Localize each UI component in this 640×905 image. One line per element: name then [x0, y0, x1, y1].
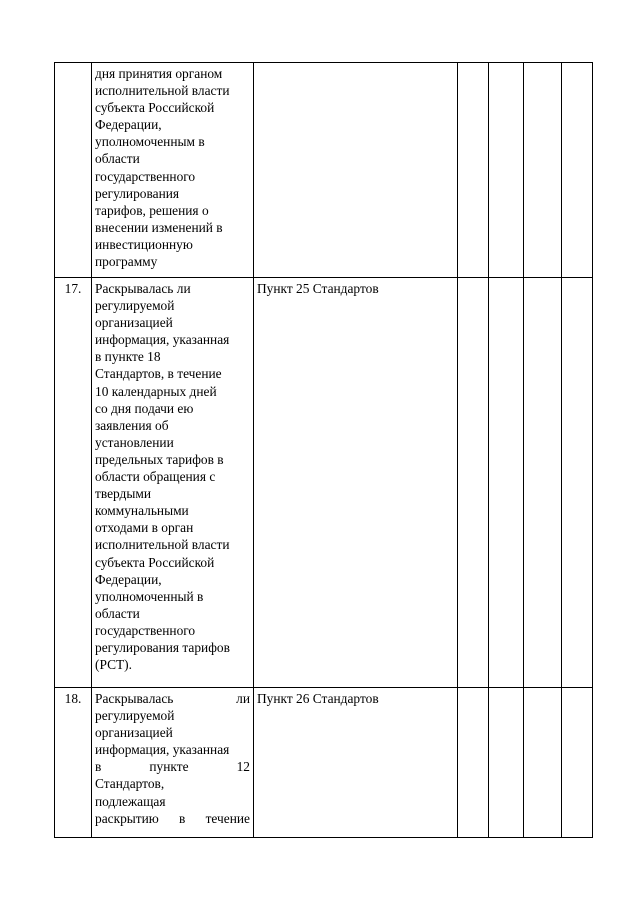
reference-cell: Пункт 25 Стандартов	[254, 278, 458, 688]
question-line: 10 календарных дней	[95, 383, 217, 399]
question-line: Стандартов, в течение	[95, 366, 222, 382]
reference-cell: Пункт 26 Стандартов	[254, 688, 458, 838]
question-line: заявления об	[95, 417, 169, 433]
question-line: области	[95, 151, 140, 167]
question-line: твердыми	[95, 486, 152, 502]
question-line: организацией	[95, 315, 173, 331]
question-line: уполномоченным в	[95, 134, 205, 150]
question-word: Раскрывалась	[95, 691, 174, 706]
question-word: течение	[205, 810, 250, 826]
table-row	[55, 278, 593, 688]
answer-no-cell	[489, 63, 524, 278]
reference-cell	[254, 63, 458, 278]
question-cell	[92, 278, 254, 688]
question-line: информация, указанная	[95, 332, 230, 348]
question-line: установлении	[95, 434, 174, 450]
question-line: внесении изменений в	[95, 219, 223, 235]
question-line: организацией	[95, 725, 173, 741]
row-number: 17.	[55, 278, 92, 688]
question-word: в	[179, 810, 186, 826]
question-line: (РСТ).	[95, 657, 132, 673]
question-line: отходами в орган	[95, 520, 194, 536]
question-line: государственного	[95, 622, 196, 638]
question-line: подлежащая	[95, 793, 166, 809]
question-cell	[92, 63, 254, 278]
question-line: регулируемой	[95, 298, 175, 314]
note-cell	[562, 63, 593, 278]
question-line: государственного	[95, 168, 196, 184]
question-line: дня принятия органом	[95, 66, 223, 81]
note-cell	[562, 688, 593, 838]
question-line: области обращения с	[95, 469, 216, 485]
answer-yes-cell	[458, 688, 489, 838]
question-line	[95, 810, 250, 827]
question-line: в пункте 18	[95, 349, 161, 365]
note-cell	[562, 278, 593, 688]
question-line	[95, 758, 250, 775]
question-word: в	[95, 759, 102, 775]
question-line: регулирования	[95, 185, 180, 201]
question-line: Федерации,	[95, 571, 162, 587]
table-row	[55, 63, 593, 278]
answer-yes-cell	[458, 63, 489, 278]
question-line: тарифов, решения о	[95, 202, 209, 218]
question-line: регулирования тарифов	[95, 639, 230, 655]
question-line: коммунальными	[95, 503, 189, 519]
question-word: 12	[236, 759, 250, 775]
question-word: пункте	[149, 759, 189, 775]
question-cell	[92, 688, 254, 838]
question-line: инвестиционную	[95, 236, 193, 252]
question-line: регулируемой	[95, 708, 175, 724]
question-line: программу	[95, 254, 158, 270]
question-line: уполномоченный в	[95, 588, 204, 604]
row-number: 18.	[55, 688, 92, 838]
not-applicable-cell	[524, 278, 562, 688]
question-line: исполнительной власти	[95, 537, 230, 553]
question-line: Стандартов,	[95, 776, 165, 792]
question-word: ли	[236, 691, 250, 706]
checklist-table	[54, 62, 593, 838]
question-line: исполнительной власти	[95, 83, 230, 99]
question-line: предельных тарифов в	[95, 451, 224, 467]
answer-no-cell	[489, 278, 524, 688]
question-line: со дня подачи ею	[95, 400, 194, 416]
question-line: информация, указанная	[95, 742, 230, 758]
table-row	[55, 688, 593, 838]
question-line: Федерации,	[95, 117, 162, 133]
not-applicable-cell	[524, 63, 562, 278]
question-line: Раскрывалась ли	[95, 281, 191, 296]
question-line: области	[95, 605, 140, 621]
question-line: субъекта Российской	[95, 554, 215, 570]
question-word: раскрытию	[95, 810, 159, 826]
not-applicable-cell	[524, 688, 562, 838]
answer-yes-cell	[458, 278, 489, 688]
question-line	[95, 690, 250, 707]
question-line: субъекта Российской	[95, 100, 215, 116]
answer-no-cell	[489, 688, 524, 838]
row-number	[55, 63, 92, 278]
